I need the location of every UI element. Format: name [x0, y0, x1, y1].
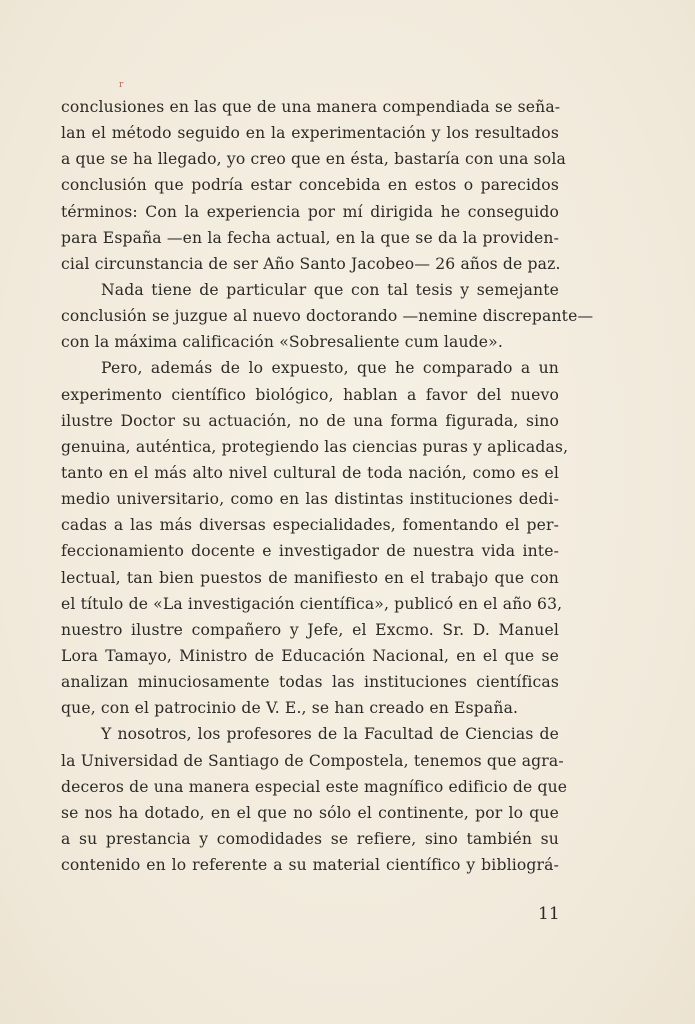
text-line: feccionamiento docente e investigador de nuestra vida inte- [61, 542, 559, 561]
text-line: Pero, además de lo expuesto, que he comparado a un [101, 359, 559, 378]
text-line: nuestro ilustre compañero y Jefe, el Excmo. Sr. D. Manuel [61, 620, 559, 639]
text-line: conclusión que podría estar concebida en estos o parecidos [61, 176, 559, 195]
text-line: para España —en la fecha actual, en la que se da la providen- [61, 228, 559, 247]
text-line: a que se ha llegado, yo creo que en ésta, bastaría con una sola [61, 150, 566, 169]
text-line: conclusión se juzgue al nuevo doctorando —nemine discrepante— [61, 307, 594, 326]
text-line: cadas a las más diversas especialidades, fomentando el per- [61, 516, 559, 535]
text-line: se nos ha dotado, en el que no sólo el continente, por lo que [61, 803, 559, 822]
text-line: contenido en lo referente a su material científico y bibliográ- [61, 856, 559, 875]
text-line: términos: Con la experiencia por mí dirigida he conseguido [61, 202, 559, 221]
text-line: el título de «La investigación científica», publicó en el año 63, [61, 594, 563, 613]
margin-mark: r [119, 80, 124, 90]
text-line: medio universitario, como en las distintas instituciones dedi- [61, 490, 559, 509]
text-line: conclusiones en las que de una manera compendiada se seña- [61, 98, 561, 116]
text-line: Lora Tamayo, Ministro de Educación Nacional, en el que se [61, 646, 559, 665]
text-line: con la máxima calificación «Sobresaliente cum laude». [61, 333, 503, 352]
paragraph [61, 277, 594, 355]
text-line: experimento científico biológico, hablan a favor del nuevo [61, 385, 559, 404]
text-line: a su prestancia y comodidades se refiere, sino también su [61, 829, 559, 848]
paragraph [61, 721, 568, 878]
text-line: ilustre Doctor su actuación, no de una forma figurada, sino [61, 411, 559, 430]
text-line: la Universidad de Santiago de Compostela, tenemos que agra- [61, 751, 564, 770]
body-text [61, 94, 594, 878]
text-line: analizan minuciosamente todas las instituciones científicas [61, 673, 559, 692]
text-line: deceros de una manera especial este magnífico edificio de que [61, 777, 568, 796]
page-number: 11 [538, 904, 560, 924]
text-line: Nada tiene de particular que con tal tesis y semejante [101, 280, 559, 299]
text-line: genuina, auténtica, protegiendo las ciencias puras y aplicadas, [61, 437, 569, 456]
text-line: que, con el patrocinio de V. E., se han creado en España. [61, 699, 519, 718]
text-line: lectual, tan bien puestos de manifiesto en el trabajo que con [61, 568, 559, 587]
paragraph [61, 355, 569, 721]
text-line: cial circunstancia de ser Año Santo Jacobeo— 26 años de paz. [61, 254, 561, 273]
text-line: Y nosotros, los profesores de la Facultad de Ciencias de [101, 725, 559, 744]
text-line: lan el método seguido en la experimentación y los resultados [61, 124, 559, 143]
text-line: tanto en el más alto nivel cultural de toda nación, como es el [61, 463, 559, 482]
paragraph [61, 94, 566, 277]
